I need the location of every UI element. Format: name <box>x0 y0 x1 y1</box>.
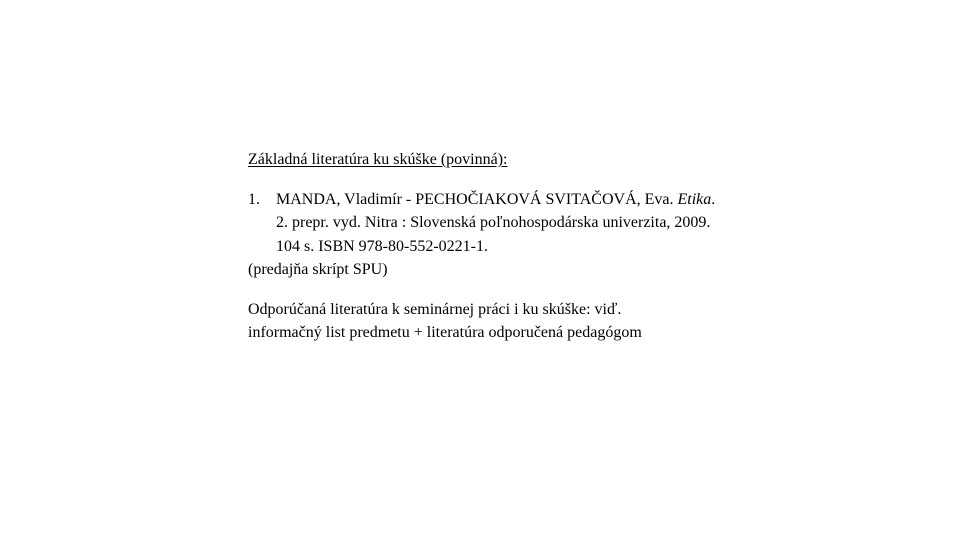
reference-item <box>248 188 718 259</box>
reference-title: Etika <box>677 190 712 208</box>
recommended-line-2: informačný list predmetu + literatúra odporučená pedagógom <box>248 324 642 341</box>
bookstore-note: (predajňa skrípt SPU) <box>248 261 388 278</box>
reference-number: 1. <box>248 190 260 208</box>
section-heading: Základná literatúra ku skúške (povinná): <box>248 151 508 168</box>
reference-list <box>248 188 718 259</box>
reference-details: . 2. prepr. vyd. Nitra : Slovenská poľnohospodárska univerzita, 2009. 104 s. ISBN 978-80-552-0221-1. <box>276 190 716 255</box>
spacer <box>248 282 718 298</box>
recommended-line-1: Odporúčaná literatúra k seminárnej práci i ku skúške: viď. <box>248 300 622 318</box>
recommended-literature <box>248 298 718 345</box>
document-body <box>248 148 718 345</box>
spacer <box>248 172 718 188</box>
reference-authors: MANDA, Vladimír - PECHOČIAKOVÁ SVITAČOVÁ, Eva. <box>276 190 674 208</box>
